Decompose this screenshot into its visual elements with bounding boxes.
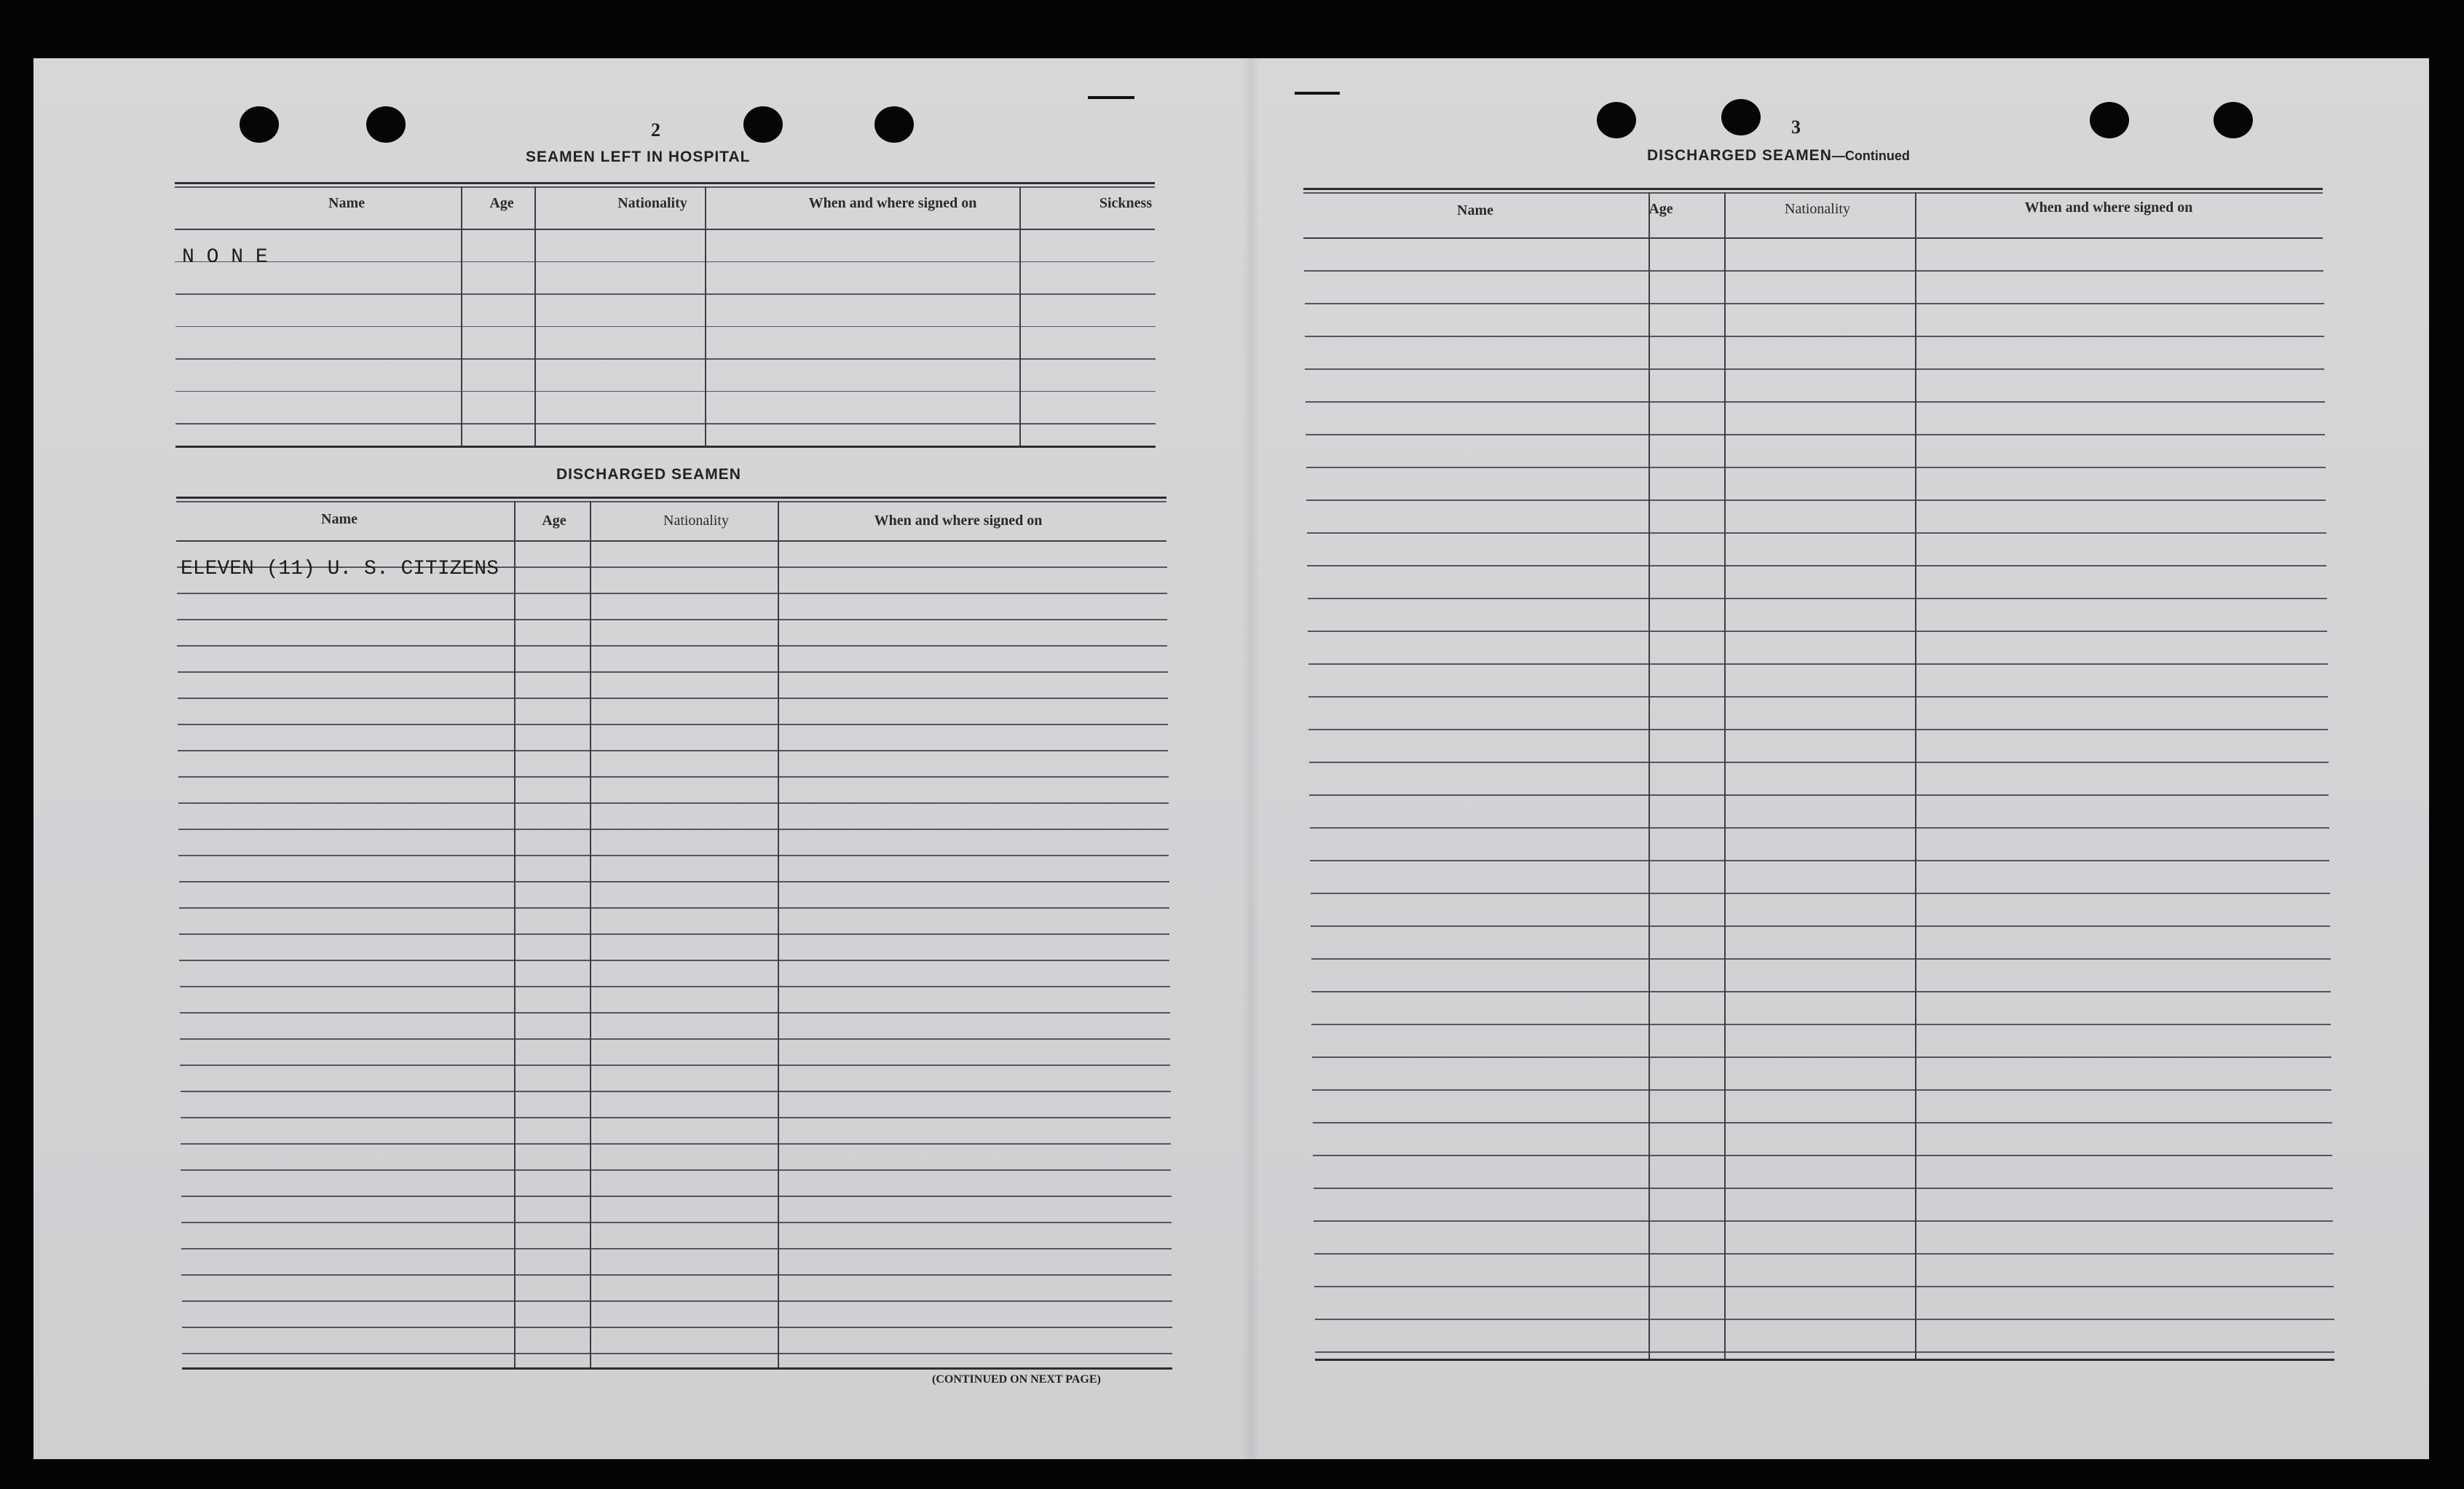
table-top-rule <box>175 182 1155 184</box>
rule-line <box>181 1248 1172 1249</box>
rule-line <box>1308 631 2327 632</box>
punch-hole <box>240 106 279 143</box>
column-header-name: Name <box>321 511 358 527</box>
column-divider <box>590 501 591 1367</box>
rule-line <box>178 671 1168 673</box>
rule-line <box>1312 1089 2331 1091</box>
column-header-age: Age <box>489 195 514 211</box>
column-header-nationality: Nationality <box>1785 201 1850 217</box>
header-rule <box>175 229 1155 230</box>
rule-line <box>175 326 1156 328</box>
table-top-rule <box>1303 188 2323 190</box>
rule-line <box>179 881 1169 882</box>
column-divider <box>1019 186 1021 446</box>
column-header-sickness: Sickness <box>1099 195 1153 211</box>
table-bottom-rule <box>1315 1359 2334 1361</box>
rule-line <box>175 261 1155 263</box>
binding-mark <box>1295 92 1340 95</box>
rule-line <box>181 1274 1172 1276</box>
hospital-entry-none: N O N E <box>182 246 268 269</box>
column-divider <box>514 501 516 1367</box>
rule-line <box>1315 1351 2334 1353</box>
rule-line <box>180 1065 1170 1066</box>
rule-line <box>1306 401 2325 403</box>
rule-line <box>175 423 1156 424</box>
rule-line <box>179 960 1169 961</box>
rule-line <box>178 802 1169 804</box>
rule-line <box>175 358 1156 360</box>
rule-line <box>180 986 1170 987</box>
table-top-rule <box>176 501 1166 502</box>
rule-line <box>181 1222 1172 1223</box>
rule-line <box>1314 1286 2334 1287</box>
column-header-signed-on: When and where signed on <box>2024 200 2193 216</box>
rule-line <box>175 391 1156 392</box>
punch-hole <box>2214 102 2253 138</box>
rule-line <box>1308 663 2328 665</box>
rule-line <box>182 1353 1172 1354</box>
rule-line <box>180 1012 1170 1014</box>
header-rule <box>176 540 1166 542</box>
punch-hole <box>743 106 783 143</box>
header-rule <box>1303 237 2323 239</box>
table-bottom-rule <box>182 1367 1172 1370</box>
table-bottom-rule <box>175 446 1156 448</box>
rule-line <box>177 593 1167 594</box>
page-number: 2 <box>651 119 660 141</box>
punch-hole <box>1597 102 1636 138</box>
rule-line <box>178 698 1168 699</box>
page-number: 3 <box>1791 116 1801 138</box>
right-title-suffix: —Continued <box>1831 149 1910 163</box>
rule-line <box>181 1196 1172 1197</box>
rule-line <box>182 1327 1172 1328</box>
rule-line <box>1314 1188 2333 1189</box>
rule-line <box>1308 729 2328 730</box>
table-top-rule <box>176 497 1166 499</box>
table-top-rule <box>1303 192 2323 194</box>
rule-line <box>1313 1155 2332 1156</box>
rule-line <box>1308 598 2327 599</box>
rule-line <box>1306 499 2326 501</box>
rule-line <box>1306 467 2326 468</box>
column-header-signed-on: When and where signed on <box>874 513 1043 529</box>
column-divider <box>1915 192 1916 1359</box>
rule-line <box>1306 434 2325 435</box>
rule-line <box>1304 270 2323 272</box>
column-header-age: Age <box>1648 201 1673 217</box>
column-header-signed-on: When and where signed on <box>808 195 977 211</box>
column-header-name: Name <box>328 195 365 211</box>
rule-line <box>1314 1253 2334 1255</box>
column-divider <box>461 186 462 446</box>
right-title-main: DISCHARGED SEAMEN <box>1647 147 1832 164</box>
column-divider <box>534 186 536 446</box>
rule-line <box>1311 991 2331 992</box>
rule-line <box>1311 1024 2331 1025</box>
binding-mark <box>1088 96 1134 99</box>
rule-line <box>1305 336 2324 337</box>
rule-line <box>179 907 1169 909</box>
rule-line <box>1307 532 2326 534</box>
discharged-section-title: DISCHARGED SEAMEN <box>556 466 741 483</box>
rule-line <box>1305 368 2324 370</box>
rule-line <box>1309 794 2329 796</box>
rule-line <box>179 933 1169 935</box>
rule-line <box>1311 958 2331 960</box>
column-header-name: Name <box>1457 202 1493 218</box>
rule-line <box>180 1038 1170 1040</box>
rule-line <box>1313 1122 2332 1123</box>
rule-line <box>182 1300 1172 1302</box>
rule-line <box>1310 860 2329 861</box>
column-divider <box>778 501 779 1367</box>
rule-line <box>1314 1220 2333 1222</box>
rule-line <box>178 724 1168 725</box>
rule-line <box>1310 827 2329 829</box>
rule-line <box>1308 696 2328 698</box>
column-header-nationality: Nationality <box>663 513 729 529</box>
rule-line <box>1309 762 2329 763</box>
rule-line <box>1315 1319 2334 1320</box>
rule-line <box>1311 893 2330 894</box>
rule-line <box>177 645 1167 647</box>
rule-line <box>178 750 1168 751</box>
rule-line <box>178 776 1169 778</box>
rule-line <box>1312 1056 2331 1058</box>
rule-line <box>181 1117 1171 1118</box>
rule-line <box>181 1169 1171 1171</box>
column-header-age: Age <box>542 513 566 529</box>
column-divider <box>1724 192 1726 1359</box>
rule-line <box>181 1091 1171 1092</box>
continued-footer: (CONTINUED ON NEXT PAGE) <box>932 1373 1101 1386</box>
punch-hole <box>1721 99 1761 135</box>
rule-line <box>178 855 1169 856</box>
right-section-title <box>1647 147 1910 165</box>
rule-line <box>175 293 1156 295</box>
document-sheet <box>33 58 2429 1459</box>
rule-line <box>1307 565 2326 566</box>
hospital-section-title: SEAMEN LEFT IN HOSPITAL <box>526 149 751 165</box>
page-fold <box>1242 58 1260 1459</box>
rule-line <box>177 619 1167 620</box>
column-divider <box>1648 192 1650 1359</box>
rule-line <box>178 829 1169 830</box>
punch-hole <box>874 106 914 143</box>
discharged-entry: ELEVEN (11) U. S. CITIZENS <box>181 558 499 580</box>
punch-hole <box>366 106 406 143</box>
punch-hole <box>2090 102 2129 138</box>
rule-line <box>181 1143 1171 1145</box>
rule-line <box>1305 303 2324 304</box>
rule-line <box>1311 925 2330 927</box>
column-divider <box>705 186 706 446</box>
table-top-rule <box>175 186 1155 188</box>
column-header-nationality: Nationality <box>617 195 687 211</box>
